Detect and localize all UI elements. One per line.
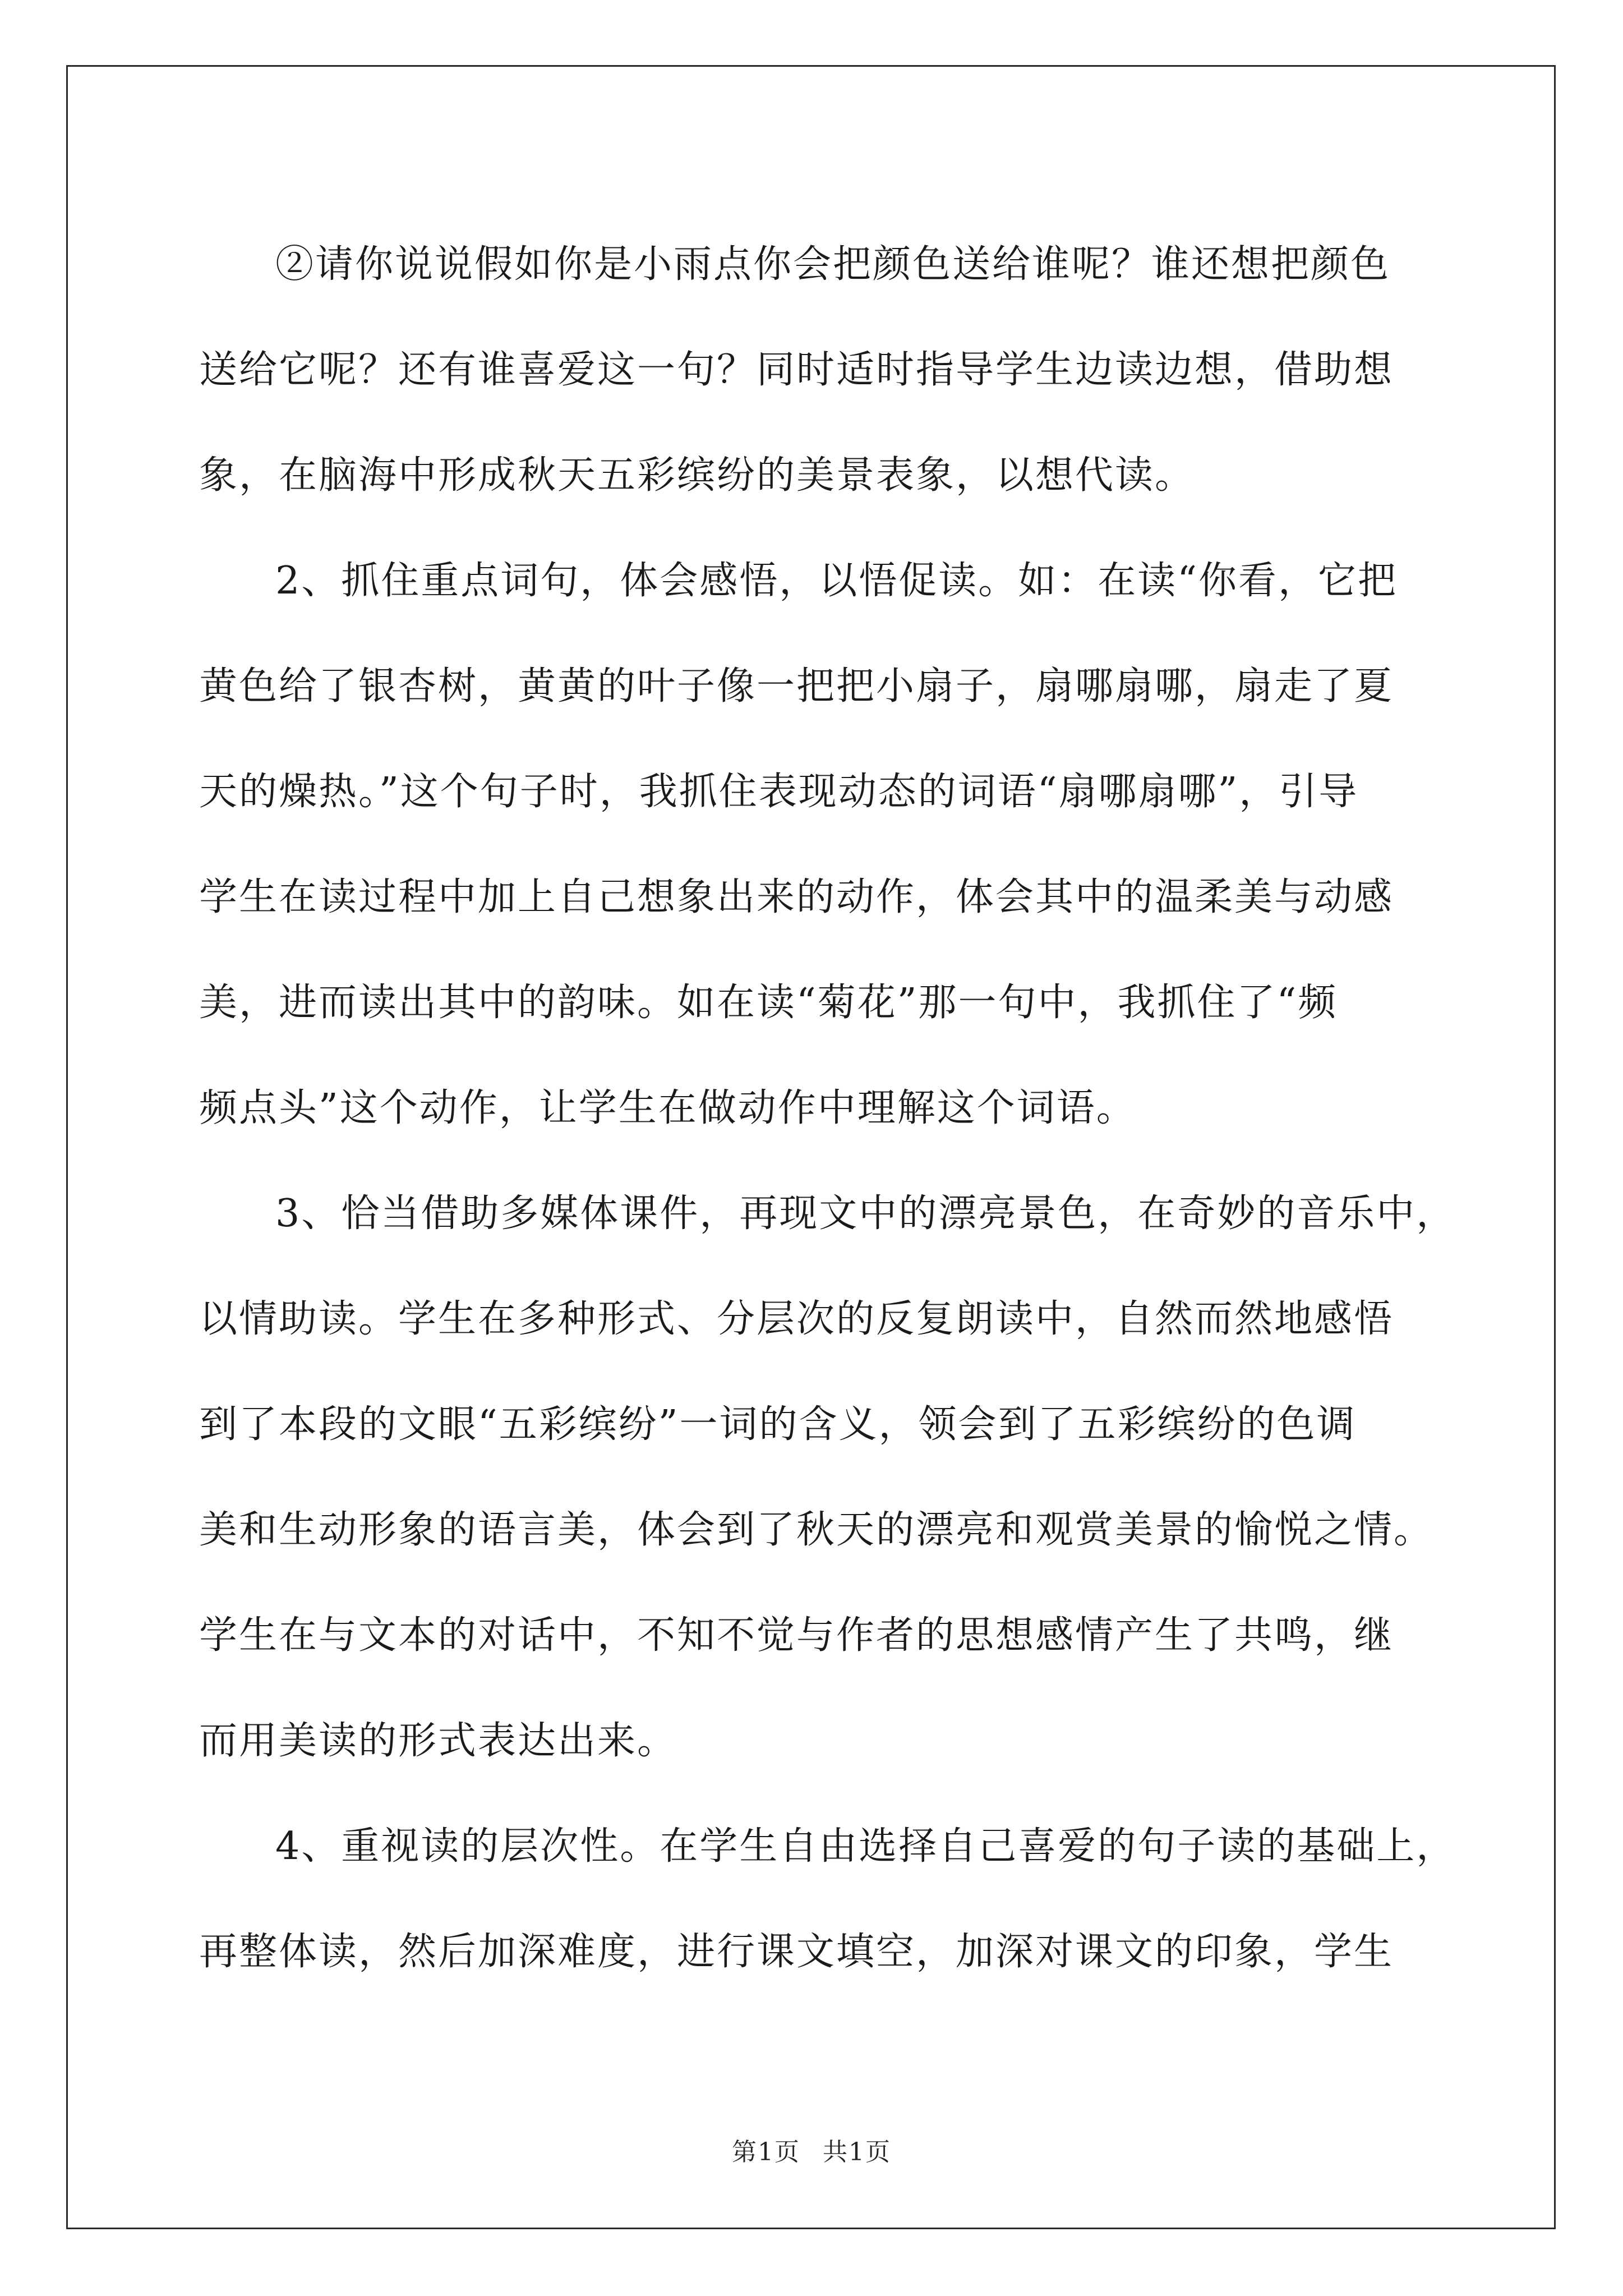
paragraph-4 (199, 1794, 1456, 2005)
text-line: ②请你说说假如你是小雨点你会把颜色送给谁呢？谁还想把颜色 (275, 242, 1391, 287)
page-footer (0, 2132, 1623, 2168)
text-line: 美，进而读出其中的韵味。如在读“菊花”那一句中，我抓住了“频 (199, 981, 1338, 1025)
text-line: 天的燥热。”这个句子时，我抓住表现动态的词语“扇哪扇哪”，引导 (199, 770, 1359, 814)
text-line: 频点头”这个动作，让学生在做动作中理解这个词语。 (199, 1086, 1136, 1130)
document-body (199, 212, 1456, 2005)
text-line: 送给它呢？还有谁喜爱这一句？同时适时指导学生边读边想，借助想 (199, 348, 1394, 392)
text-line: 学生在读过程中加上自己想象出来的动作，体会其中的温柔美与动感 (199, 875, 1394, 919)
text-line: 学生在与文本的对话中，不知不觉与作者的思想感情产生了共鸣，继 (199, 1613, 1394, 1658)
text-line: 4、重视读的层次性。在学生自由选择自己喜爱的句子读的基础上， (275, 1824, 1456, 1869)
text-line: 象，在脑海中形成秋天五彩缤纷的美景表象，以想代读。 (199, 453, 1195, 498)
text-line: 以情助读。学生在多种形式、分层次的反复朗读中，自然而然地感悟 (199, 1297, 1394, 1341)
text-line: 再整体读，然后加深难度，进行课文填空，加深对课文的印象，学生 (199, 1930, 1394, 1974)
paragraph-2 (199, 528, 1438, 1161)
text-line: 到了本段的文眼“五彩缤纷”一词的含义，领会到了五彩缤纷的色调 (199, 1402, 1357, 1447)
text-line: 3、恰当借助多媒体课件，再现文中的漂亮景色，在奇妙的音乐中， (275, 1191, 1456, 1236)
text-line: 黄色给了银杏树，黄黄的叶子像一把把小扇子，扇哪扇哪，扇走了夏 (199, 664, 1394, 708)
page-total: 共1页 (823, 2138, 891, 2166)
page-number: 第1页 (732, 2138, 800, 2166)
text-line: 而用美读的形式表达出来。 (199, 1719, 677, 1763)
text-line: 美和生动形象的语言美，体会到了秋天的漂亮和观赏美景的愉悦之情。 (199, 1508, 1434, 1552)
paragraph-1 (199, 212, 1438, 528)
text-line: 2、抓住重点词句，体会感悟，以悟促读。如：在读“你看，它把 (275, 559, 1398, 603)
paragraph-3 (199, 1161, 1456, 1794)
